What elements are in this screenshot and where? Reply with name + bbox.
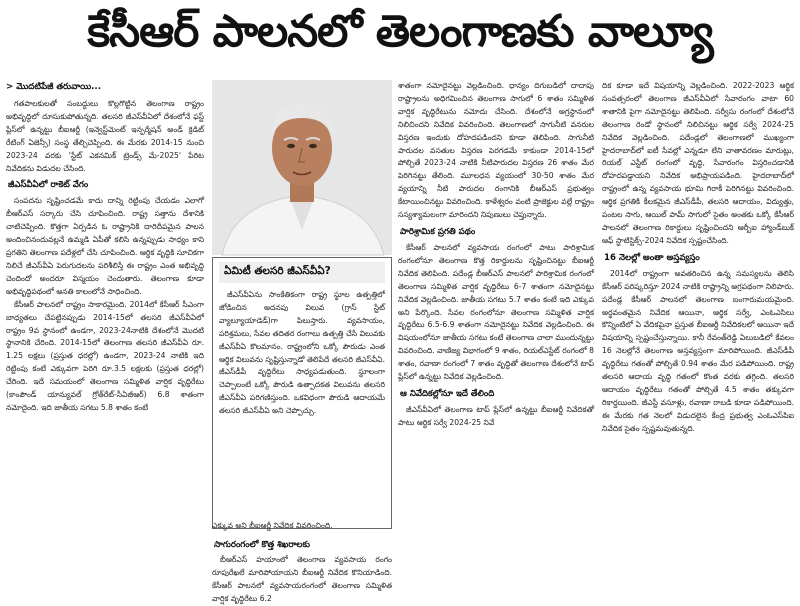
- headline: కేసీఆర్ పాలనలో తెలంగాణకు వాల్యూ: [87, 6, 713, 57]
- paragraph: కేసీఆర్ పాలనలో రాష్ట్రం సాకారమైంది. 2014లో కేసీఆర్ సీఎంగా బాధ్యతలు చేపట్టినప్పుడు 2014-15లో తలసరి జీఎస్‌వీఏలో రాష్ట్రం 9వ స్థానంలో ఉండగా, 2023-24నాటికి దేశంలోనే మొదటి స్థానానికి చేరింది. 2014-15లో తెలంగాణ తలసరి జీఎస్‌వీఏ రూ. 1.25 లక్షలు (ప్రస్తుత ధరల్లో) ఉండగా, 2023-24 నాటికి ఇది రెట్టింపు కంటే ఎక్కువగా పెరిగి రూ.3.5 లక్షలకు (ప్రస్తుత ధరల్లో) చేరింది. ఇదే సమయంలో తెలంగాణ సమ్మిళిత వార్షిక వృద్ధిరేటు (కాంపౌండ్ యాన్యువల్ గ్రోత్‌రేట్-సీఏజీఆర్) 6.8 శాతంగా నమోదైంది. ఇది జాతీయ సగటు 5.8 శాతం కంటే: [6, 299, 204, 412]
- portrait-photo: [212, 80, 392, 255]
- paragraph: కేసీఆర్ పాలనలో వ్యవసాయ రంగంలో పాటు పారిశ్రామిక రంగంలోనూ తెలంగాణ కొత్త రికార్డులను సృష్టించినట్టు బీఐఆర్డీ నివేదిక తెలిపింది. పదేండ్ల బీఆర్‌ఎస్ పాలనలో పారిశ్రామిక రంగంలో తెలంగాణ సమ్మిళిత వార్షిక వృద్ధిరేటు 6-7 శాతంగా నమోదైనట్టు నివేదిక వెల్లడించింది. జాతీయ సగటు 5.7 శాతం కంటే ఇది ఎక్కువ అని పేర్కొంది. సేవల రంగంలోనూ తెలంగాణ సమ్మిళిత వార్షిక వృద్ధిరేటు 6.5-6.9 శాతంగా నమోదైనట్టు నివేదిక వెల్లడించింది. ఈ విషయంలోనూ జాతీయ సగటు కంటే తెలంగాణ చాలా ముందున్నట్టు వివరించింది. వాణిజ్య విభాగంలో 9 శాతం, రియల్‌ఎస్టేట్ రంగంలో 8 శాతం, రవాణా రంగంలో 7 శాతం వృద్ధితో తెలంగాణ దేశంలోనే టాప్ ప్లేస్‌లో ఉన్నట్టు నివేదిక వెల్లడించింది.: [398, 242, 594, 382]
- kicker: [6, 82, 204, 94]
- column-2-bottom: [212, 540, 392, 603]
- chevron-right-icon: >: [6, 82, 17, 92]
- kicker-text: మొదటిపేజీ తరువాయి...: [16, 82, 101, 92]
- paragraph: శాతంగా నమోదైనట్టు వెల్లడించింది. ధాన్యం దిగుబడిలో దాదాపు రాష్ట్రాలను అధిగమించిన తెలంగాణ సాగులో 6 శాతం సమ్మిళిత వార్షిక వృద్ధిరేటును నమోదు చేసింది. దేశంలోనే అగ్రస్థానంలో నిలిచిందని నివేదిక వివరించింది. తెలంగాణలో సాగునీటి వనరుల విస్తరణ ఇందుకు దోహదపడిందని కూడా తెలిపింది. సాగునీటి పారుదల వసతుల విస్తరణ పెరగడమే కాకుండా 2014-15లో పోల్చితే 2023-24 నాటికి నీటిపారుదల విస్తరణ 26 శాతం మేర పెరిగినట్టు తేలింది. మూలధన వ్యయంలో 30-50 శాతం మేర వ్యయాన్ని నీటి పారుదల రంగానికి బీఆర్‌ఎస్ ప్రభుత్వం కేటాయించినట్టు వివరించింది. కాళేశ్వరం వంటి ప్రాజెక్టుల వల్లే రాష్ట్రం సస్యశ్యామలంగా మారిందని నిపుణులు చెప్తున్నారు.: [398, 81, 594, 220]
- paragraph: జీఎస్‌వీఏలో తెలంగాణ టాప్ ప్లేస్‌లో ఉన్నట్టు బీఐఆర్డీ నివేదికతో పాటు ఆర్థిక సర్వే 2024-25 నివే: [398, 404, 594, 427]
- paragraph: ఎక్కువ అని బీఐఆర్డీ నివేదిక వివరించింది.: [212, 521, 333, 530]
- portrait-illustration: [212, 80, 392, 255]
- paragraph: దిక కూడా ఇదే విషయాన్ని వెల్లడించింది. 2022-2023 ఆర్థిక సంవత్సరంలో తెలంగాణ జీఎస్‌వీఏలో సేవారంగం వాటా 60 శాతానికి పైగా నమోదైనట్టు తెలిపింది. సర్వీసు రంగంలో దేశంలోనే తెలంగాణ రెండో స్థానంలో నిలిచినట్టు ఆర్థిక సర్వే 2024-25 నివేదిక వెల్లడించింది. పదేండ్లలో తెలంగాణలో ముఖ్యంగా హైదరాబాద్‌లో ఐటీ సేవల్లో ఎన్నడూ లేని వాతావరణం మారుట్లు, రియల్ ఎస్టేట్ రంగంలో వృద్ధి, సేవారంగం విస్తరించడానికి దోహదపడ్డాయని నివేదిక అభిప్రాయపడింది. హైదరాబాద్‌లో రాష్ట్రంలో ఉన్న వ్యవసాయ భూమి గిరాకీ పెరిగినట్టు వివరించింది. ఆర్థిక ప్రగతికి కీలకమైన జీఎస్‌డీపీ, తలసరి ఆదాయం, విద్యుత్తు, పంటల సాగు, ఆయిల్ పామ్ సాగులో సైతం అంతకు ఒక్కో కేసీఆర్ పాలనలో తెలంగాణ రికార్డులు సృష్టించిందని ఆర్బీఐ హ్యాండ్‌బుక్ ఆఫ్ స్టాటిస్టిక్స్-2024 నివేదిక స్పష్టంచేసింది.: [602, 81, 794, 245]
- paragraph: సంపదను సృష్టించడమే కాదు దాన్ని రెట్టింపు చేయడం ఎలాగో బీఆర్‌ఎస్ సర్కారు చేసి చూపించింది. రాష్ట్ర సత్తాను దేశానికి చాటిచెప్పింది. కొత్తగా ఏర్పడిన ఓ రాష్ట్రానికి దారిదీపమైన పాలన అందించినందువల్లనే ఉమ్మడి ఏపీతో కలిసి ఉన్నప్పుడు సాధ్యం కాని ప్రగతిని తెలంగాణ పదేళ్లలో చేసి చూపించింది. ఆర్థిక వృద్ధికి సూచికగా నిలిచే జీఎస్‌వీఏ పెరుగుదలను పరిశీలిస్తే ఈ రాష్ట్రం ఎంత అభివృద్ధి చెందిందో అందరూ విస్మయం చెందుతారు. తెలంగాణ కూడా అభివృద్ధిపథంలో అనతి కాలంలోనే సాధించింది.: [6, 196, 204, 296]
- subheading: పారిశ్రామిక ప్రగతి పథం: [400, 226, 476, 237]
- info-box-title: ఏమిటీ తలసరి జీఎస్‌వీఏ?: [219, 262, 385, 283]
- subheading: జీఎస్‌వీఏలో రాకెట్ వేగం: [8, 180, 89, 191]
- column-3: [398, 80, 594, 572]
- subheading: సాగురంగంలో కొత్త శిఖరాలకు: [214, 540, 310, 550]
- subheading: 16 నెలల్లో అంతా అస్తవ్యస్తం: [604, 252, 700, 263]
- paragraph: గతపాలకులతో సంబద్ధులు కొల్లగొట్టిన తెలంగాణ రాష్ట్రం అభివృద్ధిలో దూసుకుపోతున్నది. తలసరి జీఎస్‌వీఏలో దేశంలోనే ఫస్ట్ ప్లేస్‌లో ఉన్నట్టు బీఐఆర్డీ (ఇన్వెస్ట్‌మెంట్ ఇన్ఫర్మేషన్ అండ్ క్రెడిట్ రేటింగ్ ఏజెన్సీ) సంస్థ తేల్చిచెప్పింది. ఈ మేరకు 2014-15 నుంచి 2023-24 వరకు 'స్టేట్ ఎకనమిక్ ట్రెండ్స్ మే-2025' పేరిట నివేదికను విడుదల చేసింది.: [6, 99, 204, 173]
- subheading: ఆ నివేదికల్లోనూ ఇదే తేలింది: [400, 388, 495, 399]
- column-4: [602, 80, 794, 572]
- paragraph: 2014లో రాష్ట్రంగా అవతరించిన ఉన్న సమస్యలను తెలిసి కేసీఆర్ పరిష్కరిస్తూ 2024 నాటికి రాష్ట్రాన్ని అగ్రపథంగా నిలిపారు. పదేండ్ల కేసీఆర్ పాలనలో తెలంగాణ బంగారుమయమైంది. అర్థవంతమైన నివేదిక ఆయినా, ఆర్థిక సర్వే, ఎంఓఎసిలు కొన్నింటిలో ఏ వేదికపైనా ప్రస్తుత బీఐఆర్డీ నివేదికలలో ఆయినా ఇదే విషయాన్ని స్పష్టంచేస్తున్నాయి. కానీ రేవంత్‌రెడ్డి ఏలుబడిలో కేవలం 16 నెలల్లోనే తెలంగాణ అస్తవ్యస్తంగా మారిపోయింది. జీఎస్‌డీపీ వృద్ధిరేటు గతంతో పోల్చితే 0.94 శాతం మేర పడిపోయింది. రాష్ట్ర తలసరి ఆదాయ వృద్ధి గతంలో కొంత వరకు తగ్గింది. తలసరి ఆదాయం వృద్ధిరేటు గతంతో పోల్చితే 4.5 శాతం తక్కువగా రికార్డయింది. జీఎస్టీ వసూళ్లు, రవాణా రాబడి కూడా పడిపోయింది. ఈ మేరకు గత నెలలో విడుదలైన కేంద్ర ప్రభుత్వ ఎంఓఎస్‌పిఐ నివేదిక సైతం స్పష్టమవుతున్నది.: [602, 268, 794, 433]
- paragraph: బీఆర్‌ఎస్ హయాంలో తెలంగాణ వ్యవసాయ రంగం రూపురేఖలే మారిపోయాయని బీఐఆర్డీ నివేదిక కొనియాడింది. కేసీఆర్ పాలనలో వ్యవసాయరంగంలో తెలంగాణ సమ్మిళిత వార్షిక వృద్ధిరేటు 6.2: [212, 555, 392, 603]
- info-box-text: జీఎస్‌వీఏను సాంకేతికంగా రాష్ట్ర స్థూల ఉత్పత్తిలో జోడించిన అదనపు విలువ (గ్రాస్ స్టేట్ వ్యాల్యూయాడెడ్)గా పిలుస్తారు. వ్యవసాయం, పరిశ్రమలు, సేవల తదితర రంగాలు ఉత్పత్తి చేసే విలువకు జీఎస్‌వీఏ కొలమానం. రాష్ట్రంలోని ఒక్కో పౌరుడు ఎంత ఆర్థిక విలువను సృష్టిస్తున్నాడో తెలిపేదే తలసరి జీఎస్‌వీఏ. జీఎస్‌డీపీ వృద్ధిరేటు సాధ్యపడుతుంది. స్థూలంగా చెప్పాలంటే ఒక్కో పౌరుడి ఉత్పాదకత విలువను తలసరి జీఎస్‌వీఏ పరిగణిస్తుంది. ఒకవిధంగా పౌరుడి ఆదాయమే తలసరి జీఎస్‌వీఏ అని చెప్పొచ్చు.: [219, 290, 385, 416]
- info-box: [212, 257, 392, 529]
- column-1: [6, 80, 204, 572]
